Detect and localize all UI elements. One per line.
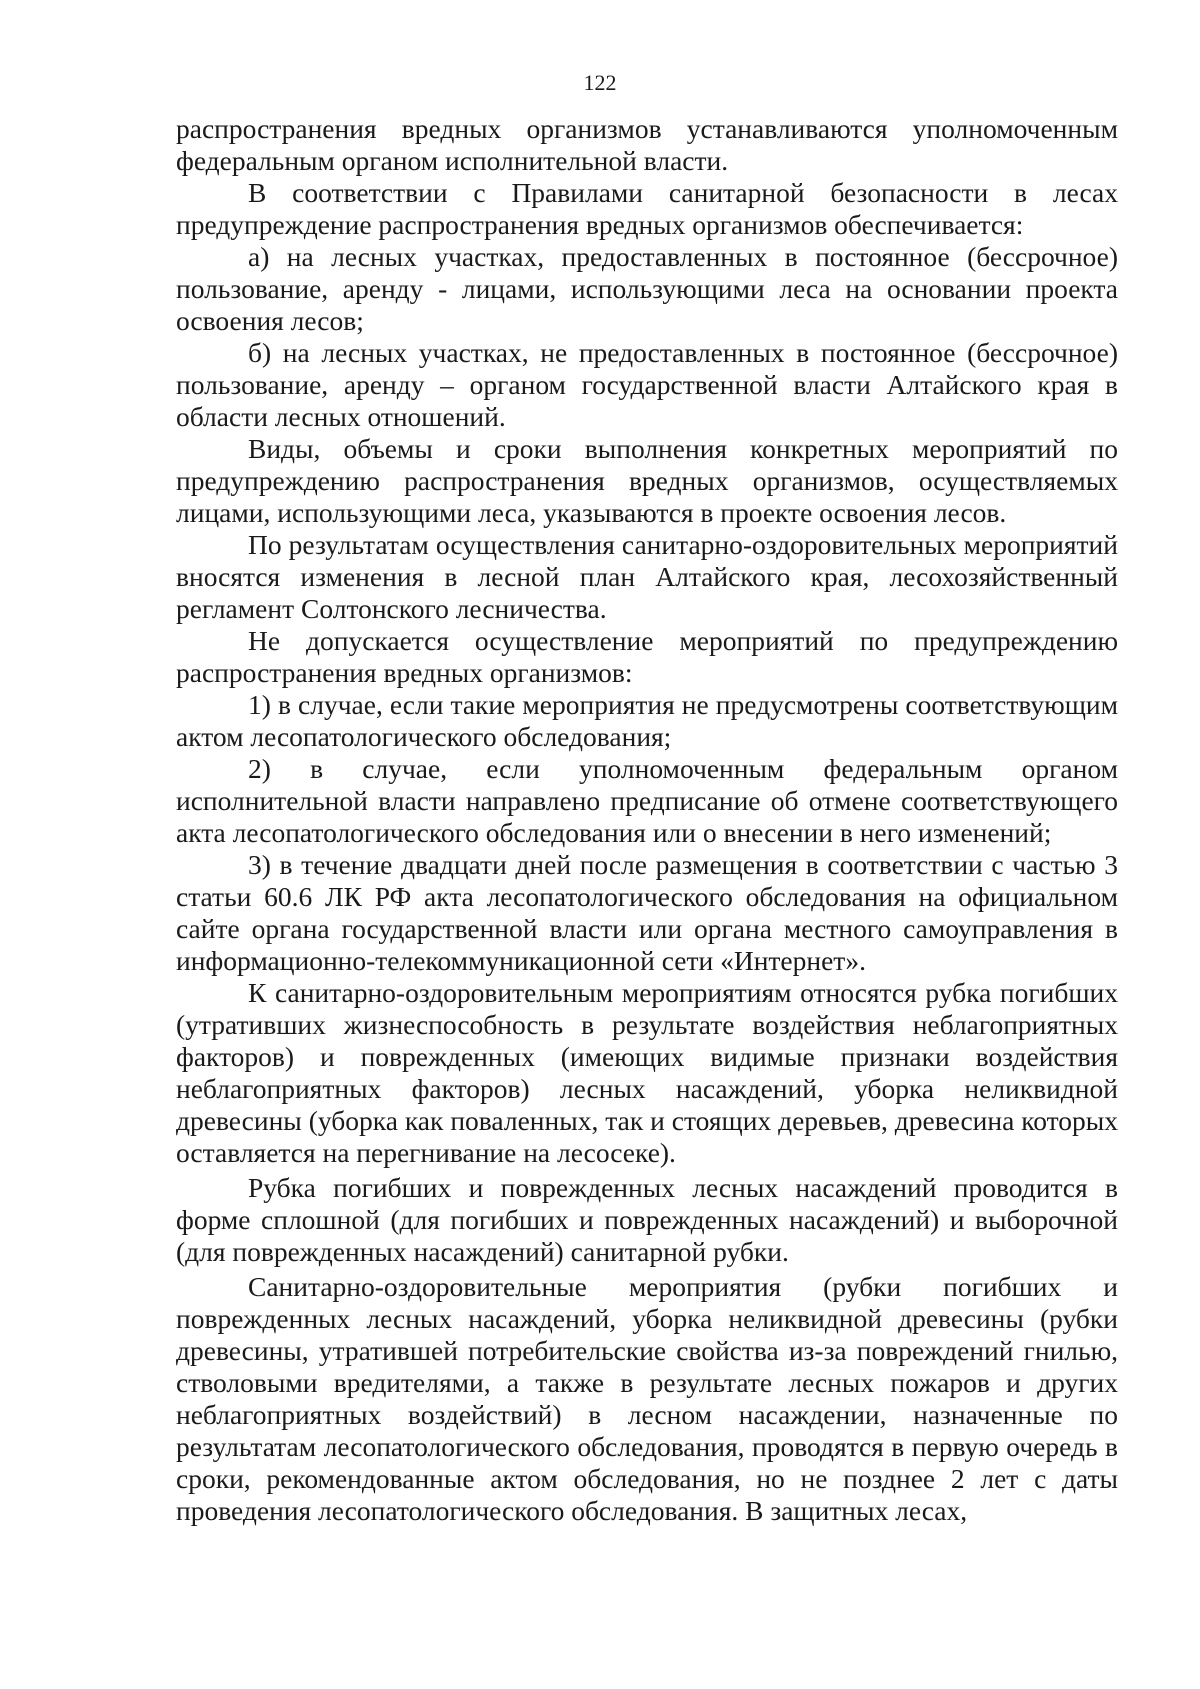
paragraph-felling-form: Рубка погибших и поврежденных лесных насаждений проводится в форме сплошной (для погибших и поврежденных насаждений) и выборочной (для поврежденных насаждений) санитарной рубки. — [176, 1172, 1118, 1267]
paragraph-item-a: а) на лесных участках, предоставленных в постоянное (бессрочное) пользование, аренду - лицами, использующими леса на основании проекта освоения лесов; — [176, 241, 1118, 336]
paragraph-measures-timing: Санитарно-оздоровительные мероприятия (рубки погибших и поврежденных лесных насаждений, уборка неликвидной древесины (рубки древесины, утратившей потребительские свойства из-за повреждений гнилью, стволовыми вредителями, а также в результате лесных пожаров и других неблагоприятных воздействий) в лесном насаждении, назначенные по результатам лесопатологического обследования, проводятся в первую очередь в сроки, рекомендованные актом обследования, но не позднее 2 лет с даты проведения лесопатологического обследования. В защитных лесах, — [176, 1271, 1118, 1526]
paragraph-sanitary-measures: К санитарно-оздоровительным мероприятиям относятся рубка погибших (утративших жизнеспособность в результате воздействия неблагоприятных факторов) и поврежденных (имеющих видимые признаки воздействия неблагоприятных факторов) лесных насаждений, уборка неликвидной древесины (уборка как поваленных, так и стоящих деревьев, древесина которых оставляется на перегнивание на лесосеке). — [176, 977, 1118, 1168]
paragraph-not-allowed: Не допускается осуществление мероприятий по предупреждению распространения вредных организмов: — [176, 625, 1118, 688]
paragraph-item-3: 3) в течение двадцати дней после размещения в соответствии с частью 3 статьи 60.6 ЛК РФ акта лесопатологического обследования на официальном сайте органа государственной власти или органа местного самоуправления в информационно-телекоммуникационной сети «Интернет». — [176, 849, 1118, 976]
paragraph-types-volumes: Виды, объемы и сроки выполнения конкретных мероприятий по предупреждению распространения вредных организмов, осуществляемых лицами, использующими леса, указываются в проекте освоения лесов. — [176, 433, 1118, 528]
paragraph-sanitary-rules: В соответствии с Правилами санитарной безопасности в лесах предупреждение распространения вредных организмов обеспечивается: — [176, 177, 1118, 240]
paragraph-item-1: 1) в случае, если такие мероприятия не предусмотрены соответствующим актом лесопатологического обследования; — [176, 689, 1118, 752]
document-body — [176, 113, 1118, 1527]
page-number: 122 — [583, 70, 617, 95]
paragraph-continuation: распространения вредных организмов устанавливаются уполномоченным федеральным органом исполнительной власти. — [176, 113, 1118, 176]
paragraph-item-b: б) на лесных участках, не предоставленных в постоянное (бессрочное) пользование, аренду – органом государственной власти Алтайского края в области лесных отношений. — [176, 337, 1118, 432]
paragraph-results: По результатам осуществления санитарно-оздоровительных мероприятий вносятся изменения в лесной план Алтайского края, лесохозяйственный регламент Солтонского лесничества. — [176, 529, 1118, 624]
paragraph-item-2: 2) в случае, если уполномоченным федеральным органом исполнительной власти направлено предписание об отмене соответствующего акта лесопатологического обследования или о внесении в него изменений; — [176, 753, 1118, 848]
